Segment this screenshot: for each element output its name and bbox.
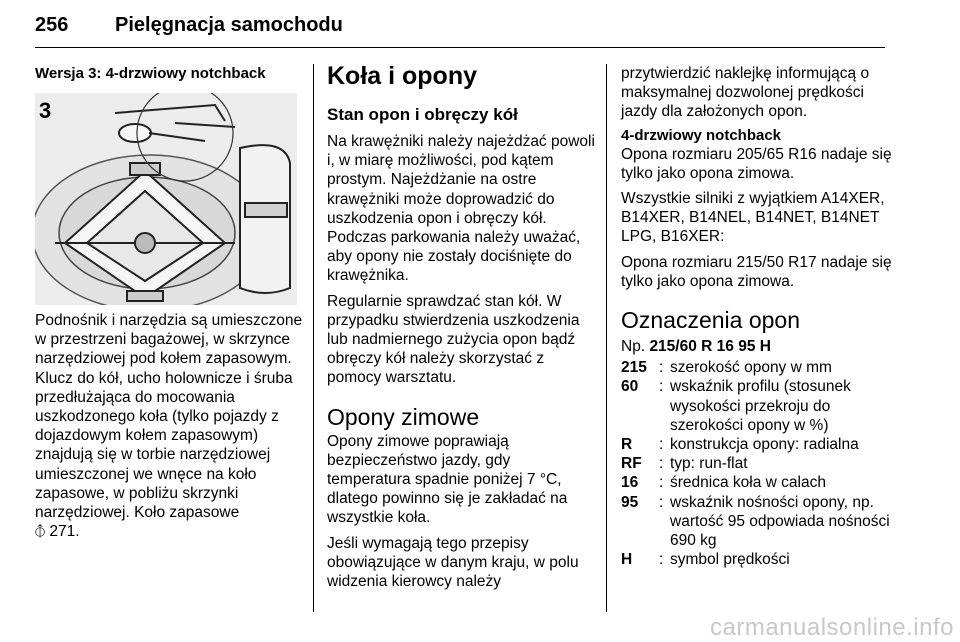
figure-caption: Podnośnik i narzędzia są umieszczone w przestrzeni bagażowej, w skrzynce narzędziowej pod kołem zapasowym. Klucz do kół, ucho holownicze i śruba przedłużająca do mocowania uszkodzonego koła (tylko pojazdy z dojazdowym kołem zapasowym) znajdują się w torbie narzędziowej umieszczonej we wnęce na koło zapasowe, w pobliżu skrzynki narzędziowej. Koło zapasowe ⦽ 271. — [35, 312, 303, 541]
definition-row: H : symbol prędkości — [621, 551, 790, 569]
paragraph: przytwierdzić naklejkę informującą o maksymalnej dozwolonej prędkości jazdy dla założonych opon. — [621, 65, 870, 121]
paragraph: Na krawężniki należy najeżdżać powoli i, w miarę możliwości, pod kątem prostym. Najeżdżanie na ostre krawężniki może doprowadzić do uszkodzenia opon i obręczy kół. Podczas parkowania należy uważać, aby opony nie zostały dociśnięte do krawężnika. — [327, 133, 595, 285]
cross-reference-link[interactable]: ⦽ 271. — [35, 523, 80, 541]
paragraph: Regularnie sprawdzać stan kół. W przypadku stwierdzenia uszkodzenia lub nadmiernego zużycia opon bądź obręczy kół należy skorzystać z pomocy warsztatu. — [327, 292, 580, 387]
tyre-marking-definitions — [621, 358, 896, 569]
column-middle — [327, 64, 595, 591]
definition-row: 95 : wskaźnik nośności opony, np. wartość 95 odpowiada nośności 690 kg — [621, 493, 890, 550]
version-heading: Wersja 3: 4-drzwiowy notchback — [35, 65, 266, 82]
jack-and-tools-illustration — [35, 93, 297, 305]
column-divider — [606, 64, 607, 612]
paragraph: Opona rozmiaru 215/50 R17 nadaje się tylko jako opona zimowa. — [621, 253, 892, 290]
tool-kit-figure — [35, 93, 297, 305]
paragraph: Jeśli wymagają tego przepisy obowiązujące w danym kraju, w polu widzenia kierowcy należy — [327, 534, 579, 591]
column-divider — [313, 64, 314, 612]
running-head: Pielęgnacja samochodu — [115, 14, 343, 36]
column-left — [35, 64, 305, 541]
variant-heading: 4-drzwiowy notchback — [621, 126, 782, 144]
definition-row: 60 : wskaźnik profilu (stosunek wysokości przekroju do szerokości opony w %) — [621, 378, 851, 434]
subsection-title: Stan opon i obręczy kół — [327, 105, 518, 124]
figure-number: 3 — [39, 98, 52, 123]
page-number: 256 — [35, 14, 69, 36]
page-header — [35, 8, 885, 48]
winter-tyres-heading: Opony zimowe — [327, 403, 480, 430]
watermark: carmanualsonline.info — [710, 614, 954, 641]
example-code: 215/60 R 16 95 H — [649, 338, 771, 356]
tyre-markings-heading: Oznaczenia opon — [621, 307, 801, 334]
definition-row: 215 : szerokość opony w mm — [621, 359, 832, 377]
paragraph: Wszystkie silniki z wyjątkiem A14XER, B14XER, B14NEL, B14NET, B14NET LPG, B16XER: — [621, 190, 885, 246]
example-line: Np. 215/60 R 16 95 H — [621, 338, 771, 356]
definition-row: 16 : średnica koła w calach — [621, 474, 826, 492]
section-title: Koła i opony — [327, 62, 477, 90]
definition-row: RF : typ: run-flat — [621, 455, 748, 473]
column-right — [621, 64, 896, 569]
paragraph: Opony zimowe poprawiają bezpieczeństwo jazdy, gdy temperatura spadnie poniżej 7 °C, dlatego powinno się je zakładać na wszystkie koła. — [327, 432, 568, 527]
paragraph: Opona rozmiaru 205/65 R16 nadaje się tylko jako opona zimowa. — [621, 145, 892, 182]
definition-row: R : konstrukcja opony: radialna — [621, 436, 859, 454]
